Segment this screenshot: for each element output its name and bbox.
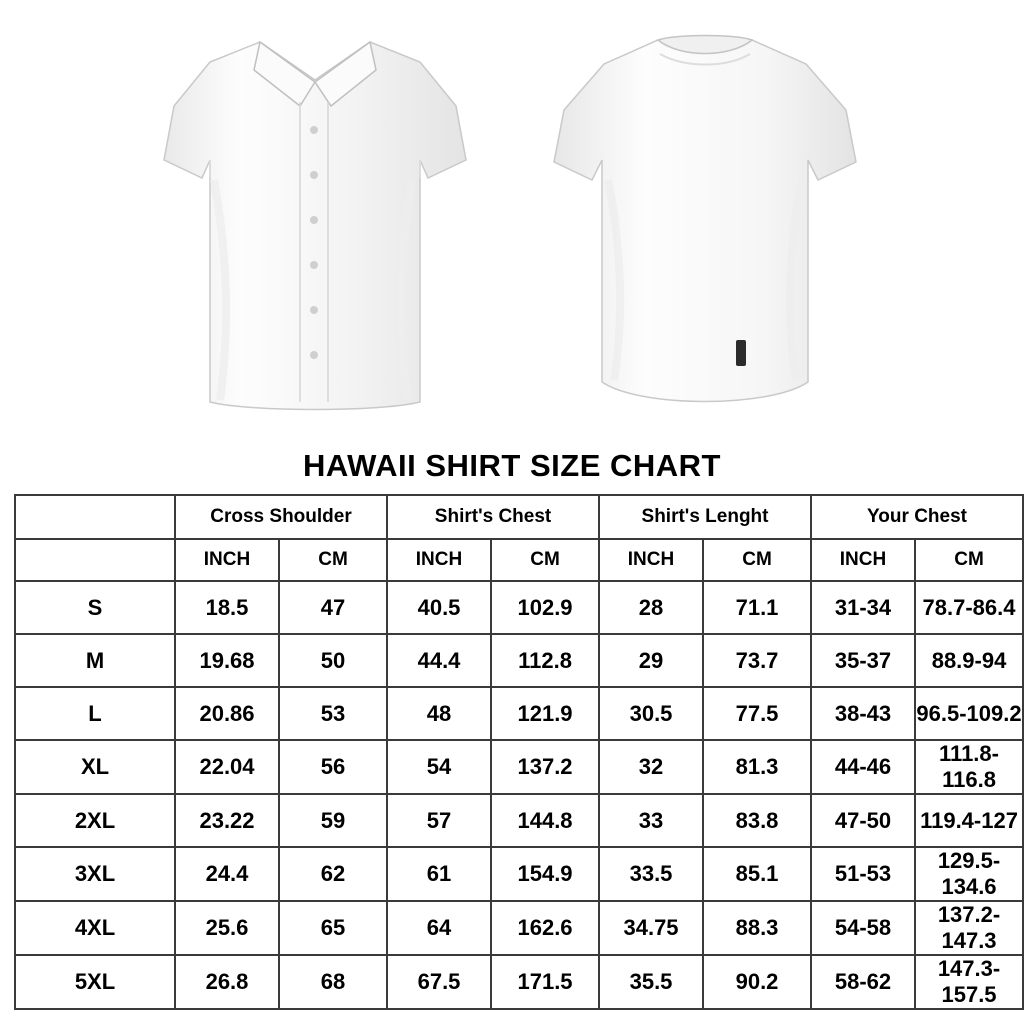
cell-lenght-in: 29 [599,634,703,687]
cell-lenght-cm: 90.2 [703,955,811,1009]
cell-your-chest-in: 51-53 [811,847,915,901]
unit-inch-lenght: INCH [599,539,703,581]
cell-chest-cm: 112.8 [491,634,599,687]
shirt-body-back [554,40,856,402]
cell-your-chest-in: 38-43 [811,687,915,740]
cell-lenght-in: 30.5 [599,687,703,740]
unit-inch-cross-shoulder: INCH [175,539,279,581]
cell-cross-shoulder-cm: 62 [279,847,387,901]
cell-lenght-cm: 71.1 [703,581,811,634]
row-size: M [15,634,175,687]
cell-your-chest-cm: 137.2-147.3 [915,901,1023,955]
group-header-cross-shoulder: Cross Shoulder [175,495,387,539]
cell-lenght-cm: 77.5 [703,687,811,740]
shirt-back-image [540,10,870,430]
cell-your-chest-cm: 96.5-109.2 [915,687,1023,740]
cell-your-chest-in: 58-62 [811,955,915,1009]
cell-chest-in: 44.4 [387,634,491,687]
cell-cross-shoulder-in: 26.8 [175,955,279,1009]
cell-lenght-in: 33 [599,794,703,847]
cell-your-chest-in: 47-50 [811,794,915,847]
unit-cm-your-chest: CM [915,539,1023,581]
table-row [15,794,1023,847]
cell-cross-shoulder-in: 24.4 [175,847,279,901]
cell-chest-in: 48 [387,687,491,740]
cell-cross-shoulder-cm: 50 [279,634,387,687]
cell-cross-shoulder-cm: 59 [279,794,387,847]
unit-corner-cell [15,539,175,581]
unit-header-row [15,539,1023,581]
table-row [15,901,1023,955]
cell-your-chest-cm: 147.3-157.5 [915,955,1023,1009]
cell-your-chest-in: 44-46 [811,740,915,794]
brand-tag [736,340,746,366]
shirt-illustrations [0,0,1024,448]
group-header-your-chest: Your Chest [811,495,1023,539]
cell-lenght-in: 34.75 [599,901,703,955]
cell-your-chest-cm: 78.7-86.4 [915,581,1023,634]
row-size: 4XL [15,901,175,955]
row-size: S [15,581,175,634]
cell-cross-shoulder-cm: 47 [279,581,387,634]
cell-chest-in: 61 [387,847,491,901]
table-row [15,955,1023,1009]
cell-chest-in: 40.5 [387,581,491,634]
unit-cm-lenght: CM [703,539,811,581]
cell-your-chest-in: 54-58 [811,901,915,955]
cell-lenght-in: 28 [599,581,703,634]
cell-chest-cm: 162.6 [491,901,599,955]
cell-chest-in: 67.5 [387,955,491,1009]
cell-cross-shoulder-in: 20.86 [175,687,279,740]
cell-chest-in: 54 [387,740,491,794]
unit-cm-cross-shoulder: CM [279,539,387,581]
table-row [15,847,1023,901]
group-header-shirts-chest: Shirt's Chest [387,495,599,539]
group-header-row [15,495,1023,539]
cell-your-chest-cm: 119.4-127 [915,794,1023,847]
table-row [15,581,1023,634]
size-chart-table [14,494,1024,1010]
unit-inch-your-chest: INCH [811,539,915,581]
cell-cross-shoulder-in: 18.5 [175,581,279,634]
cell-cross-shoulder-cm: 68 [279,955,387,1009]
cell-your-chest-in: 31-34 [811,581,915,634]
row-size: XL [15,740,175,794]
cell-lenght-in: 35.5 [599,955,703,1009]
cell-cross-shoulder-in: 25.6 [175,901,279,955]
cell-your-chest-cm: 129.5-134.6 [915,847,1023,901]
cell-chest-cm: 144.8 [491,794,599,847]
page-title: HAWAII SHIRT SIZE CHART [303,448,721,483]
cell-cross-shoulder-cm: 65 [279,901,387,955]
table-row [15,634,1023,687]
cell-lenght-cm: 83.8 [703,794,811,847]
cell-cross-shoulder-cm: 53 [279,687,387,740]
row-size: 3XL [15,847,175,901]
cell-lenght-in: 33.5 [599,847,703,901]
cell-lenght-in: 32 [599,740,703,794]
corner-cell [15,495,175,539]
size-table-container [0,494,1024,1010]
cell-lenght-cm: 85.1 [703,847,811,901]
cell-cross-shoulder-cm: 56 [279,740,387,794]
cell-chest-cm: 154.9 [491,847,599,901]
cell-chest-in: 64 [387,901,491,955]
cell-your-chest-in: 35-37 [811,634,915,687]
group-header-shirts-lenght: Shirt's Lenght [599,495,811,539]
cell-lenght-cm: 88.3 [703,901,811,955]
unit-cm-chest: CM [491,539,599,581]
table-row [15,687,1023,740]
cell-cross-shoulder-in: 22.04 [175,740,279,794]
cell-chest-cm: 171.5 [491,955,599,1009]
shirt-front-image [150,10,480,430]
cell-cross-shoulder-in: 19.68 [175,634,279,687]
table-row [15,740,1023,794]
cell-your-chest-cm: 111.8-116.8 [915,740,1023,794]
unit-inch-chest: INCH [387,539,491,581]
row-size: 2XL [15,794,175,847]
cell-chest-in: 57 [387,794,491,847]
cell-lenght-cm: 81.3 [703,740,811,794]
cell-chest-cm: 102.9 [491,581,599,634]
cell-lenght-cm: 73.7 [703,634,811,687]
row-size: 5XL [15,955,175,1009]
cell-chest-cm: 121.9 [491,687,599,740]
cell-your-chest-cm: 88.9-94 [915,634,1023,687]
cell-chest-cm: 137.2 [491,740,599,794]
row-size: L [15,687,175,740]
cell-cross-shoulder-in: 23.22 [175,794,279,847]
